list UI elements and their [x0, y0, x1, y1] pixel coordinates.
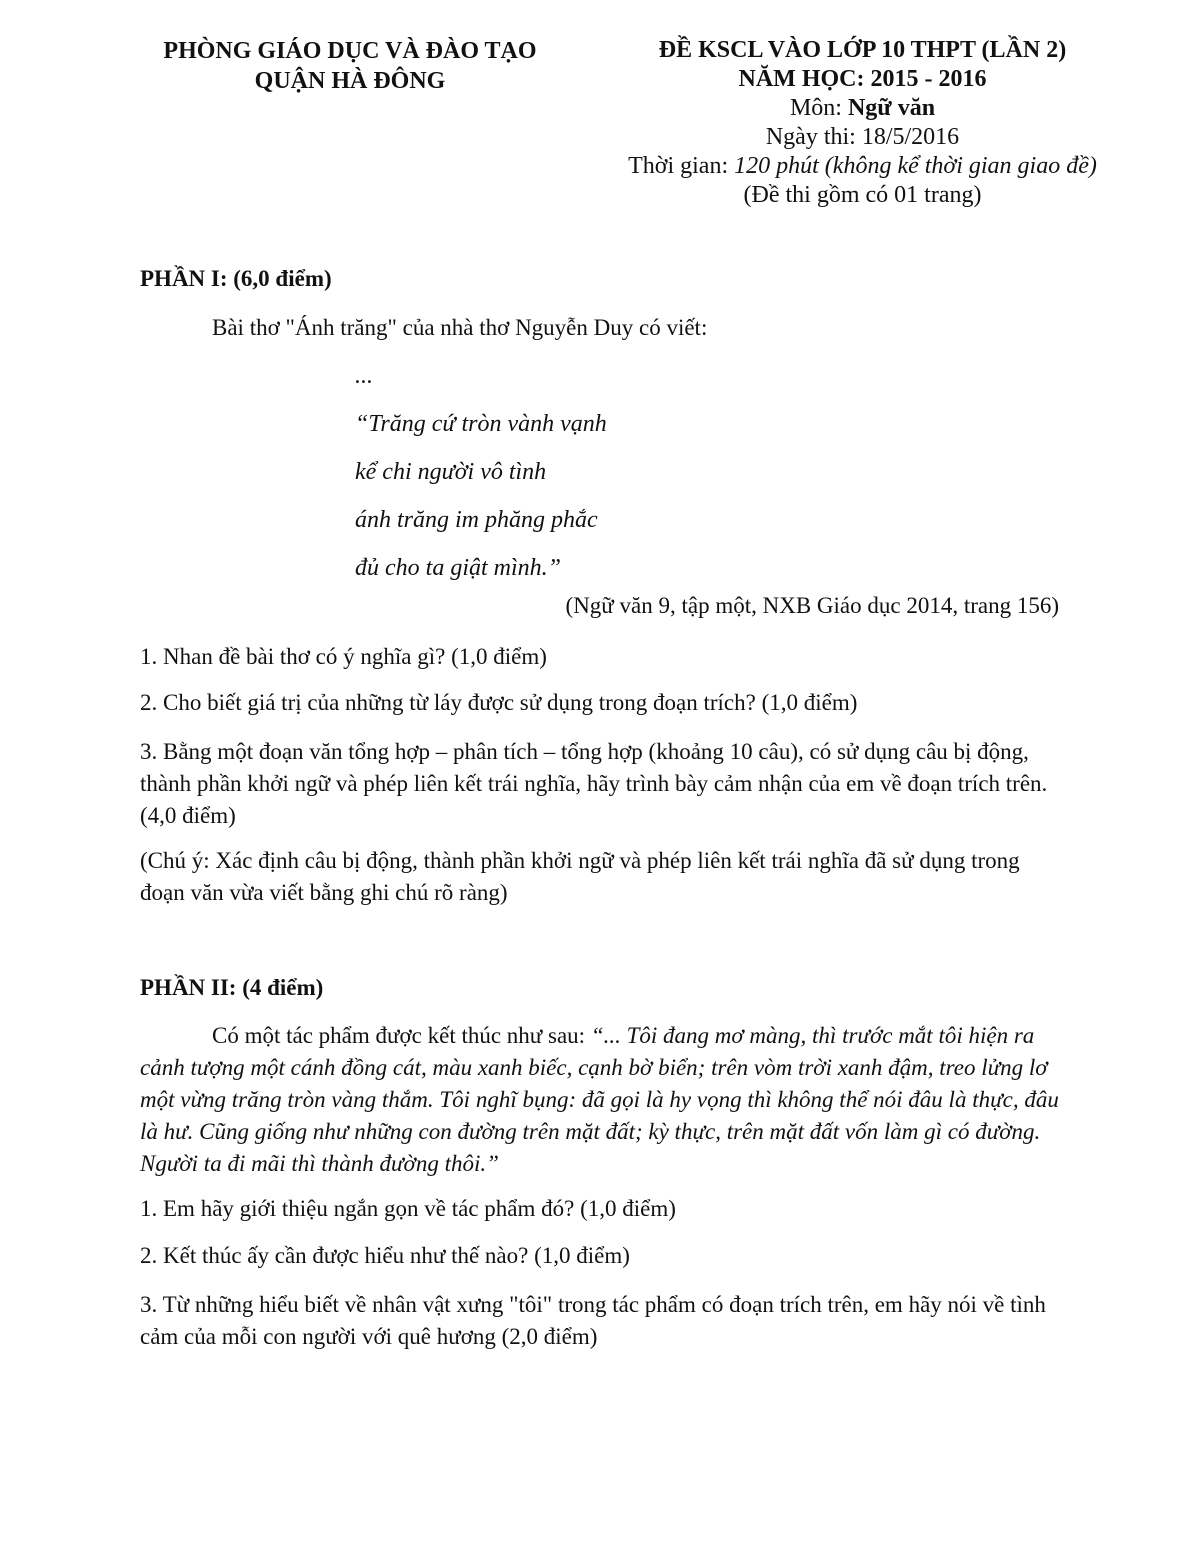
school-year: NĂM HỌC: 2015 - 2016 [738, 66, 987, 92]
page-note: (Đề thi gồm có 01 trang) [743, 182, 982, 208]
subject-value: Ngữ văn [847, 95, 936, 121]
part1-question-3: 3. Bằng một đoạn văn tổng hợp – phân tích – tổng hợp (khoảng 10 câu), có sử dụng câu bị động, thành phần khởi ngữ và phép liên kết trái nghĩa, hãy trình bày cảm nhận của em về đoạn trích trên. (4,0 điểm) [140, 739, 1048, 828]
poem-citation: (Ngữ văn 9, tập một, NXB Giáo dục 2014, trang 156) [565, 593, 1059, 618]
poem-line: kể chi người vô tình [355, 459, 547, 485]
issuing-authority [100, 36, 600, 96]
part2-intro [140, 1020, 1065, 1180]
poem-line: ... [355, 363, 373, 389]
exam-date: Ngày thi: 18/5/2016 [765, 124, 960, 150]
part2-question-3: 3. Từ những hiểu biết về nhân vật xưng "tôi" trong tác phẩm có đoạn trích trên, em hãy nói về tình cảm của mỗi con người với quê hương (2,0 điểm) [140, 1292, 1046, 1349]
part1-question-1: 1. Nhan đề bài thơ có ý nghĩa gì? (1,0 điểm) [140, 644, 547, 669]
part1-intro: Bài thơ "Ánh trăng" của nhà thơ Nguyễn Duy có viết: [212, 315, 708, 340]
part2-title: PHẦN II: (4 điểm) [140, 975, 324, 1000]
part1-title: PHẦN I: (6,0 điểm) [140, 266, 332, 291]
exam-title: ĐỀ KSCL VÀO LỚP 10 THPT (LẦN 2) [658, 37, 1067, 63]
subject-label: Môn: [789, 95, 848, 121]
part2-intro-text: Có một tác phẩm được kết thúc như sau: [212, 1023, 591, 1048]
part1-question-2: 2. Cho biết giá trị của những từ láy được sử dụng trong đoạn trích? (1,0 điểm) [140, 690, 858, 715]
exam-info [605, 36, 1120, 210]
part2-quoted-ending: “... Tôi đang mơ màng, thì trước mắt tôi hiện ra cảnh tượng một cánh đồng cát, màu xanh biếc, cạnh bờ biển; trên vòm trời xanh đậm, treo lửng lơ một vừng trăng tròn vàng thắm. Tôi nghĩ bụng: đã gọi là hy vọng thì không thể nói đâu là thực, đâu là hư. Cũng giống như những con đường trên mặt đất; kỳ thực, trên mặt đất vốn làm gì có đường. Người ta đi mãi thì thành đường thôi.” [140, 1023, 1059, 1176]
part1-note: (Chú ý: Xác định câu bị động, thành phần khởi ngữ và phép liên kết trái nghĩa đã sử dụng trong đoạn văn vừa viết bằng ghi chú rõ ràng) [140, 848, 1020, 905]
time-value: 120 phút (không kể thời gian giao đề) [734, 153, 1097, 179]
part2-question-1: 1. Em hãy giới thiệu ngắn gọn về tác phẩm đó? (1,0 điểm) [140, 1196, 676, 1221]
time-label: Thời gian: [628, 153, 735, 179]
poem-line: “Trăng cứ tròn vành vạnh [355, 411, 607, 437]
time-line [605, 152, 1120, 181]
poem-excerpt [355, 352, 607, 592]
subject-line [605, 94, 1120, 123]
district-name: QUẬN HÀ ĐÔNG [254, 68, 446, 94]
poem-line: đủ cho ta giật mình.” [355, 555, 562, 581]
poem-line: ánh trăng im phăng phắc [355, 507, 598, 533]
department-name: PHÒNG GIÁO DỤC VÀ ĐÀO TẠO [163, 38, 537, 64]
part2-question-2: 2. Kết thúc ấy cần được hiểu như thế nào? (1,0 điểm) [140, 1243, 630, 1268]
